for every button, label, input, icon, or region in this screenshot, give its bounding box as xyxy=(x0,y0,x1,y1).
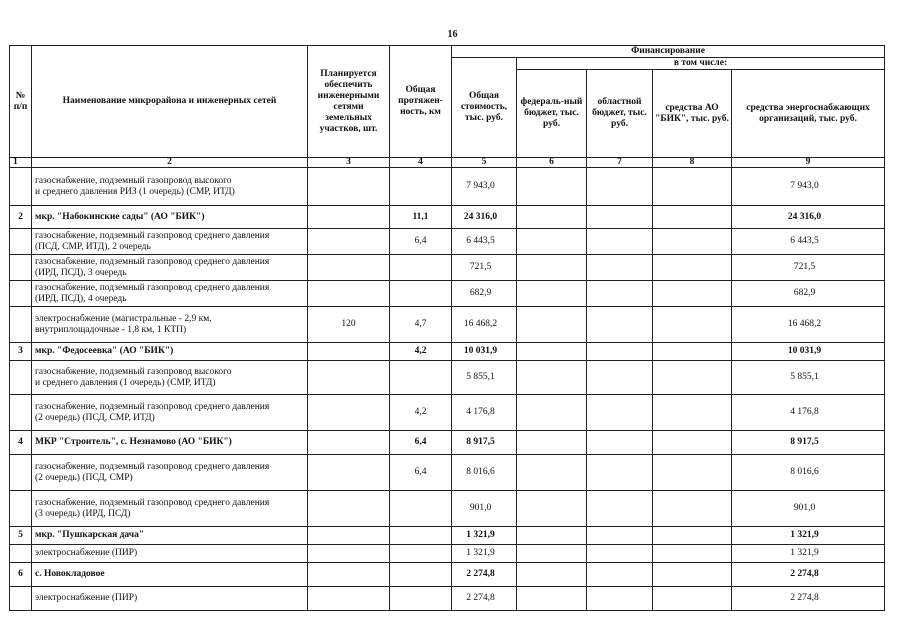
table-row xyxy=(10,395,885,431)
row-bik xyxy=(653,587,732,611)
row-name: газоснабжение, подземный газопровод высокого и среднего давления РИЗ (1 очередь) (СМР, ИТД) xyxy=(32,168,308,206)
row-number xyxy=(10,455,32,491)
row-plots xyxy=(308,206,390,229)
row-regional xyxy=(587,545,653,563)
row-number xyxy=(10,229,32,255)
row-bik xyxy=(653,527,732,545)
row-plots xyxy=(308,168,390,206)
row-federal xyxy=(517,563,587,587)
row-regional xyxy=(587,395,653,431)
row-bik xyxy=(653,343,732,361)
row-name: электроснабжение (ПИР) xyxy=(32,587,308,611)
row-federal xyxy=(517,255,587,281)
row-cost: 8 917,5 xyxy=(452,431,517,455)
row-length: 6,4 xyxy=(390,455,452,491)
table-row xyxy=(10,168,885,206)
row-federal xyxy=(517,455,587,491)
header-length: Общая протяжен-ность, км xyxy=(390,46,452,158)
row-length: 6,4 xyxy=(390,431,452,455)
row-plots xyxy=(308,281,390,307)
row-bik xyxy=(653,455,732,491)
row-plots xyxy=(308,455,390,491)
row-cost: 16 468,2 xyxy=(452,307,517,343)
row-name: электроснабжение (ПИР) xyxy=(32,545,308,563)
row-name: мкр. "Набокинские сады" (АО "БИК") xyxy=(32,206,308,229)
table-row xyxy=(10,229,885,255)
column-number: 6 xyxy=(517,158,587,168)
row-name: электроснабжение (магистральные - 2,9 км, внутриплощадочные - 1,8 км, 1 КТП) xyxy=(32,307,308,343)
column-number: 2 xyxy=(32,158,308,168)
header-regional: областной бюджет, тыс. руб. xyxy=(587,70,653,158)
table-row xyxy=(10,455,885,491)
column-number: 8 xyxy=(653,158,732,168)
row-length: 11,1 xyxy=(390,206,452,229)
section-row xyxy=(10,343,885,361)
row-number xyxy=(10,168,32,206)
column-number: 1 xyxy=(10,158,32,168)
row-cost: 5 855,1 xyxy=(452,361,517,395)
row-number xyxy=(10,545,32,563)
row-length xyxy=(390,255,452,281)
row-federal xyxy=(517,281,587,307)
row-length: 6,4 xyxy=(390,229,452,255)
row-federal xyxy=(517,587,587,611)
row-number xyxy=(10,307,32,343)
row-name: мкр. "Пушкарская дача" xyxy=(32,527,308,545)
row-name: с. Новокладовое xyxy=(32,563,308,587)
section-row xyxy=(10,527,885,545)
row-regional xyxy=(587,343,653,361)
section-row xyxy=(10,206,885,229)
row-length: 4,2 xyxy=(390,395,452,431)
row-cost: 1 321,9 xyxy=(452,545,517,563)
row-number: 4 xyxy=(10,431,32,455)
row-cost: 4 176,8 xyxy=(452,395,517,431)
row-regional xyxy=(587,229,653,255)
row-regional xyxy=(587,491,653,527)
row-energy: 5 855,1 xyxy=(732,361,885,395)
row-energy: 8 917,5 xyxy=(732,431,885,455)
row-energy: 7 943,0 xyxy=(732,168,885,206)
row-cost: 2 274,8 xyxy=(452,587,517,611)
row-energy: 16 468,2 xyxy=(732,307,885,343)
section-row xyxy=(10,563,885,587)
row-plots xyxy=(308,255,390,281)
row-regional xyxy=(587,206,653,229)
row-cost: 901,0 xyxy=(452,491,517,527)
row-name: газоснабжение, подземный газопровод среднего давления (2 очередь) (ПСД, СМР, ИТД) xyxy=(32,395,308,431)
row-number: 6 xyxy=(10,563,32,587)
row-federal xyxy=(517,431,587,455)
table-row xyxy=(10,491,885,527)
row-regional xyxy=(587,255,653,281)
row-bik xyxy=(653,563,732,587)
row-bik xyxy=(653,395,732,431)
row-energy: 2 274,8 xyxy=(732,563,885,587)
table-row xyxy=(10,545,885,563)
header-bik: средства АО "БИК", тыс. руб. xyxy=(653,70,732,158)
row-cost: 6 443,5 xyxy=(452,229,517,255)
row-energy: 10 031,9 xyxy=(732,343,885,361)
row-number xyxy=(10,361,32,395)
row-bik xyxy=(653,431,732,455)
row-bik xyxy=(653,361,732,395)
row-plots xyxy=(308,545,390,563)
row-length xyxy=(390,545,452,563)
row-regional xyxy=(587,587,653,611)
row-federal xyxy=(517,545,587,563)
row-energy: 1 321,9 xyxy=(732,545,885,563)
row-name: газоснабжение, подземный газопровод среднего давления (3 очередь) (ИРД, ПСД) xyxy=(32,491,308,527)
row-regional xyxy=(587,281,653,307)
row-cost: 721,5 xyxy=(452,255,517,281)
column-number: 7 xyxy=(587,158,653,168)
row-cost: 10 031,9 xyxy=(452,343,517,361)
row-energy: 6 443,5 xyxy=(732,229,885,255)
header-num: № п/п xyxy=(10,46,32,158)
column-number: 5 xyxy=(452,158,517,168)
row-length xyxy=(390,168,452,206)
table-row xyxy=(10,281,885,307)
row-regional xyxy=(587,168,653,206)
header-plots: Планируется обеспечить инженерными сетями земельных участков, шт. xyxy=(308,46,390,158)
row-cost: 2 274,8 xyxy=(452,563,517,587)
row-name: МКР "Строитель", с. Незнамово (АО "БИК") xyxy=(32,431,308,455)
row-number xyxy=(10,281,32,307)
row-number xyxy=(10,491,32,527)
row-regional xyxy=(587,527,653,545)
row-federal xyxy=(517,229,587,255)
row-number xyxy=(10,587,32,611)
row-federal xyxy=(517,491,587,527)
row-length xyxy=(390,361,452,395)
column-number: 9 xyxy=(732,158,885,168)
row-federal xyxy=(517,343,587,361)
header-federal: федераль-ный бюджет, тыс. руб. xyxy=(517,70,587,158)
column-number: 3 xyxy=(308,158,390,168)
row-regional xyxy=(587,361,653,395)
table-row xyxy=(10,307,885,343)
row-federal xyxy=(517,527,587,545)
row-cost: 7 943,0 xyxy=(452,168,517,206)
row-cost: 24 316,0 xyxy=(452,206,517,229)
row-name: газоснабжение, подземный газопровод среднего давления (2 очередь) (ПСД, СМР) xyxy=(32,455,308,491)
row-length xyxy=(390,563,452,587)
row-number xyxy=(10,395,32,431)
row-length xyxy=(390,587,452,611)
row-name: газоснабжение, подземный газопровод среднего давления (ПСД, СМР, ИТД), 2 очередь xyxy=(32,229,308,255)
row-name: газоснабжение, подземный газопровод среднего давления (ИРД, ПСД), 4 очередь xyxy=(32,281,308,307)
row-energy: 1 321,9 xyxy=(732,527,885,545)
row-cost: 682,9 xyxy=(452,281,517,307)
row-length xyxy=(390,527,452,545)
section-row xyxy=(10,431,885,455)
row-name: мкр. "Федосеевка" (АО "БИК") xyxy=(32,343,308,361)
row-energy: 2 274,8 xyxy=(732,587,885,611)
row-plots xyxy=(308,229,390,255)
header-financing: Финансирование xyxy=(452,46,885,58)
table-row xyxy=(10,255,885,281)
column-number-row xyxy=(10,158,885,168)
row-bik xyxy=(653,545,732,563)
row-energy: 721,5 xyxy=(732,255,885,281)
row-regional xyxy=(587,431,653,455)
row-energy: 682,9 xyxy=(732,281,885,307)
row-plots: 120 xyxy=(308,307,390,343)
row-cost: 1 321,9 xyxy=(452,527,517,545)
row-length xyxy=(390,281,452,307)
row-number: 2 xyxy=(10,206,32,229)
row-length: 4,2 xyxy=(390,343,452,361)
row-length: 4,7 xyxy=(390,307,452,343)
row-name: газоснабжение, подземный газопровод среднего давления (ИРД, ПСД), 3 очередь xyxy=(32,255,308,281)
row-plots xyxy=(308,343,390,361)
row-federal xyxy=(517,168,587,206)
row-plots xyxy=(308,527,390,545)
header-including: в том числе: xyxy=(517,58,885,70)
row-bik xyxy=(653,281,732,307)
table-row xyxy=(10,361,885,395)
row-energy: 8 016,6 xyxy=(732,455,885,491)
row-number: 3 xyxy=(10,343,32,361)
row-bik xyxy=(653,307,732,343)
row-bik xyxy=(653,229,732,255)
row-plots xyxy=(308,361,390,395)
header-cost: Общая стоимость, тыс. руб. xyxy=(452,58,517,158)
row-federal xyxy=(517,395,587,431)
row-bik xyxy=(653,168,732,206)
row-plots xyxy=(308,563,390,587)
row-federal xyxy=(517,361,587,395)
row-regional xyxy=(587,455,653,491)
row-bik xyxy=(653,206,732,229)
row-length xyxy=(390,491,452,527)
row-number xyxy=(10,255,32,281)
row-cost: 8 016,6 xyxy=(452,455,517,491)
page-number: 16 xyxy=(447,29,458,40)
header-name: Наименование микрорайона и инженерных сетей xyxy=(32,46,308,158)
row-energy: 24 316,0 xyxy=(732,206,885,229)
table-row xyxy=(10,587,885,611)
row-plots xyxy=(308,395,390,431)
row-name: газоснабжение, подземный газопровод высокого и среднего давления (1 очередь) (СМР, ИТД) xyxy=(32,361,308,395)
row-energy: 901,0 xyxy=(732,491,885,527)
row-regional xyxy=(587,563,653,587)
financing-table xyxy=(9,45,885,611)
column-number: 4 xyxy=(390,158,452,168)
row-energy: 4 176,8 xyxy=(732,395,885,431)
header-energy: средства энергоснабжающих организаций, тыс. руб. xyxy=(732,70,885,158)
row-federal xyxy=(517,206,587,229)
row-bik xyxy=(653,491,732,527)
row-number: 5 xyxy=(10,527,32,545)
row-plots xyxy=(308,491,390,527)
row-bik xyxy=(653,255,732,281)
row-plots xyxy=(308,431,390,455)
row-regional xyxy=(587,307,653,343)
row-plots xyxy=(308,587,390,611)
row-federal xyxy=(517,307,587,343)
